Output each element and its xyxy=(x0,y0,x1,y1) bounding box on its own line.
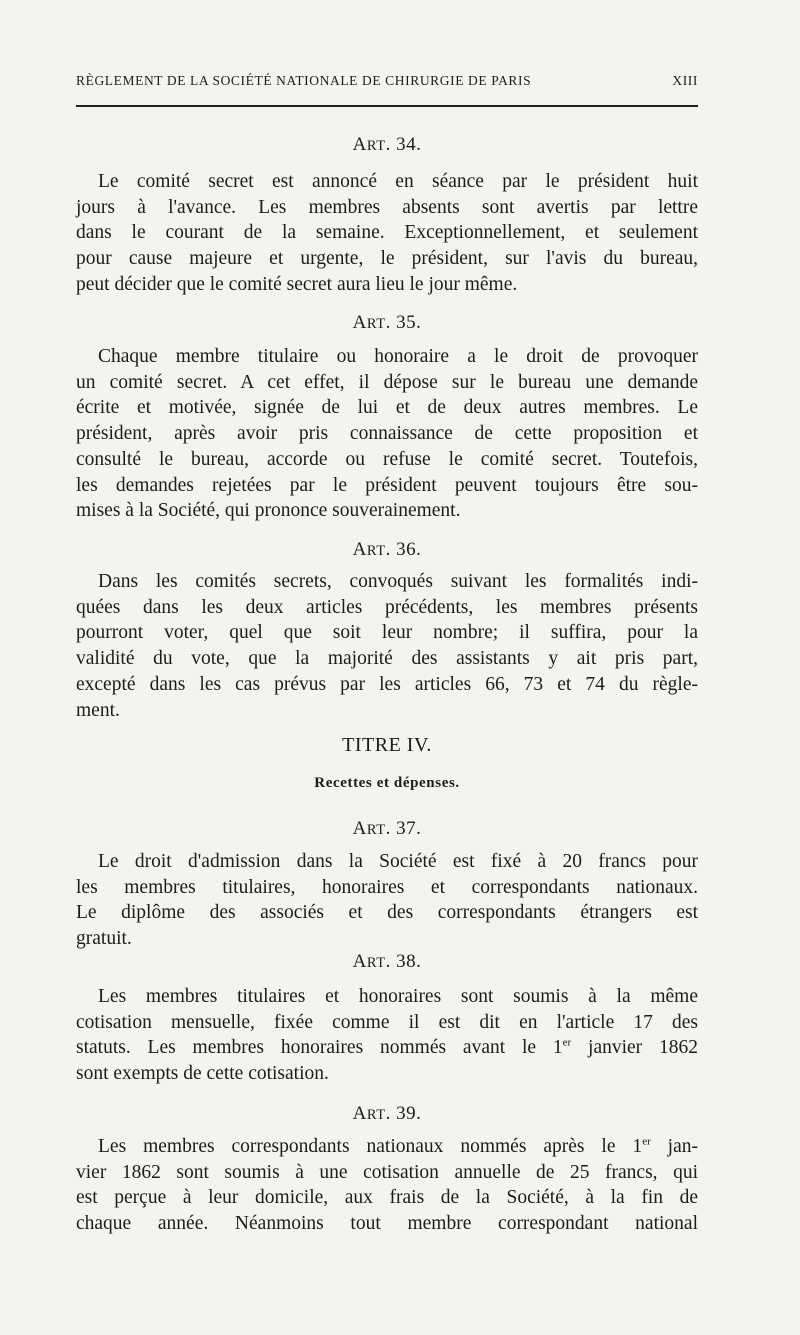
article-35-text: Chaque membre titulaire ou honoraire a le droit de provoquer un comité secret. A cet effet, il dépose sur le bureau une demande écrite et motivée, signée de lui et de deux autres membres. Le président, après avoir pris connaissance de cette proposition et consulté le bureau, accorde ou refuse le comité secret. Toutefois, les demandes rejetées par le président peuvent toujours être sou- mises à la Société, qui prononce souverainement. xyxy=(76,346,698,522)
running-header xyxy=(76,73,698,89)
article-34-heading: ART. 34. xyxy=(352,134,422,155)
article-34-text: Le comité secret est annoncé en séance par le président huit jours à l'avance. Les membres absents sont avertis par lettre dans le courant de la semaine. Exceptionnellement, et seulement pour cause majeure et urgente, le président, sur l'avis du bureau, peut décider que le comité secret aura lieu le jour même. xyxy=(76,171,698,295)
article-39-heading: ART. 39. xyxy=(352,1103,422,1124)
article-37-text: Le droit d'admission dans la Société est fixé à 20 francs pour les membres titulaires, honoraires et correspondants nationaux. Le diplôme des associés et des correspondants étrangers est gratuit. xyxy=(76,851,698,950)
titre-heading: TITRE IV. xyxy=(342,734,432,756)
article-39-text: Les membres correspondants nationaux nommés après le 1er jan- vier 1862 sont soumis à une cotisation annuelle de 25 francs, qui est perçue à leur domicile, aux frais de la Société, à la fin de chaque année. Néanmoins tout membre correspondant national xyxy=(76,1135,698,1235)
article-37-heading: ART. 37. xyxy=(352,818,422,839)
header-rule xyxy=(76,105,698,107)
article-36-text: Dans les comités secrets, convoqués suivant les formalités indi- quées dans les deux articles précédents, les membres présents pourront voter, quel que soit leur nombre; il suffira, pour la validité du vote, que la majorité des assistants y ait pris part, excepté dans les cas prévus par les articles 66, 73 et 74 du règle- ment. xyxy=(76,571,698,721)
article-35-heading: ART. 35. xyxy=(352,312,422,333)
article-38-text: Les membres titulaires et honoraires sont soumis à la même cotisation mensuelle, fixée comme il est dit en l'article 17 des statuts. Les membres honoraires nommés avant le 1er janvier 1862 sont exempts de cette cotisation. xyxy=(76,986,699,1085)
article-38-heading: ART. 38. xyxy=(352,951,422,972)
titre-subheading: Recettes et dépenses. xyxy=(314,775,460,791)
page-number: XIII xyxy=(672,73,698,88)
running-title: RÈGLEMENT DE LA SOCIÉTÉ NATIONALE DE CHIRURGIE DE PARIS xyxy=(76,73,532,88)
article-36-heading: ART. 36. xyxy=(352,539,422,560)
